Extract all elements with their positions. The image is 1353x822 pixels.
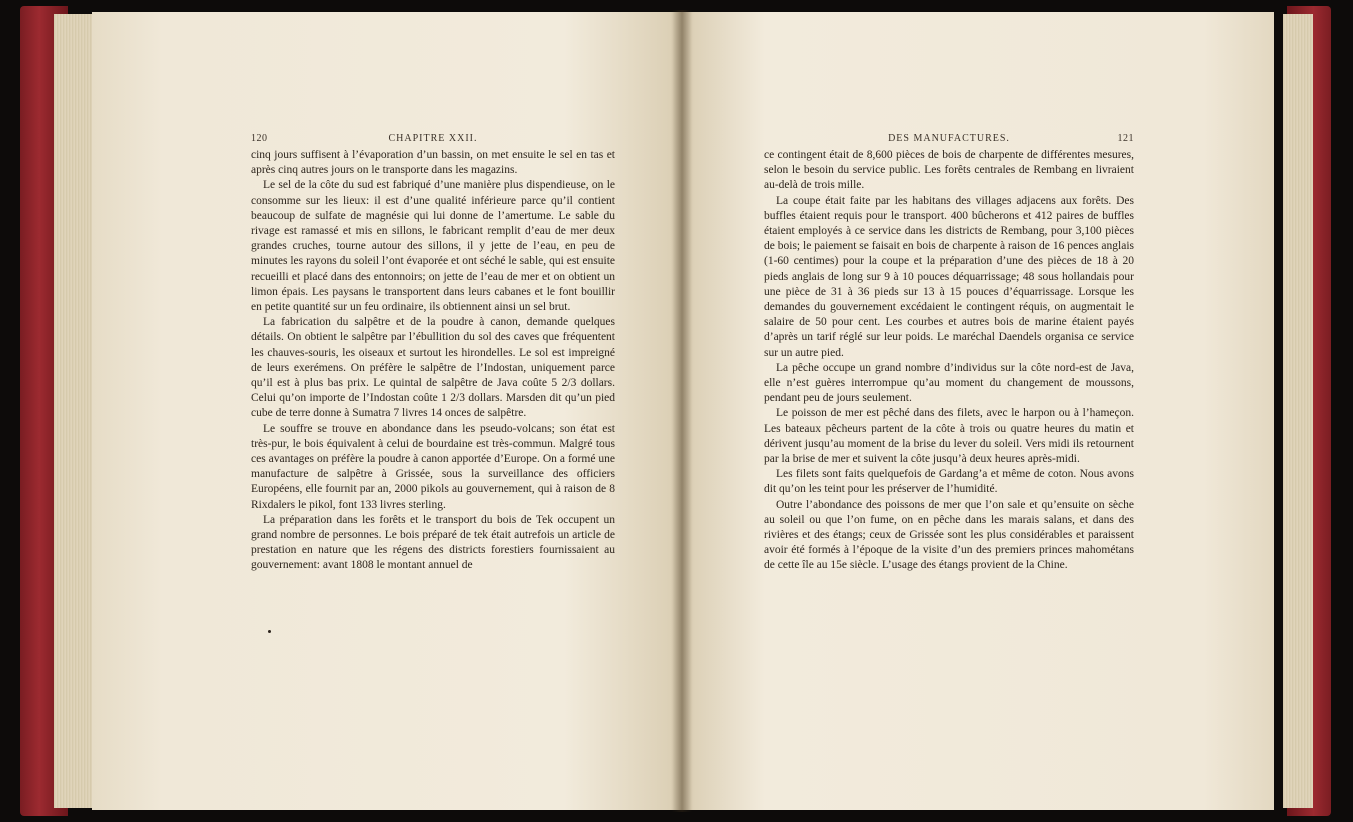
- paragraph: cinq jours suffisent à l’évaporation d’un bassin, on met ensuite le sel en tas et après cinq autres jours on le transporte dans les magazins.: [251, 149, 615, 177]
- page-edges-left: [54, 14, 96, 808]
- paragraph: La préparation dans les forêts et le transport du bois de Tek occupent un grand nombre de personnes. Le bois préparé de tek était autrefois un article de prestation en nature que les régens des districts forestiers fournissaient au gouvernement: avant 1808 le montant annuel de: [251, 513, 615, 572]
- book-gutter: [672, 10, 692, 812]
- paragraph: Le sel de la côte du sud est fabriqué d’une manière plus dispendieuse, on le consomme sur les lieux: il est d’une qualité inférieure parce qu’il contient beaucoup de sulfate de magnésie qui lui donne de l’amertume. Le sable du rivage est ramassé et mis en sillons, le fabricant remplit d’eau de mer deux grandes cruches, tourne autour des sillons, il y jette de l’eau, en peu de minutes les rayons du soleil l’ont évaporée et ont séché le sable, qui est ensuite recueilli et placé dans des entonnoirs; on jette de l’eau de mer et on obtient un limon épais. Les paysans le transportent dans leurs cabanes et le font bouillir en petite quantité sur un feu ordinaire, ils obtiennent ainsi un sel brut.: [251, 179, 615, 314]
- right-page-number: 121: [1117, 133, 1134, 144]
- left-page-number: 120: [251, 133, 268, 144]
- right-page-header: [764, 133, 1134, 147]
- paragraph: Le souffre se trouve en abondance dans les pseudo-volcans; son état est très-pur, le bois équivalent à celui de bourdaine est très-commun. Malgré tous ces avantages on préfère la poudre à canon apportée d’Europe. On a formé une manufacture de salpêtre à Grissée, sous la surveillance des officiers Européens, elle fournit par an, 2000 pikols au gouvernement, qui à raison de 8 Rixdalers le pikol, font 133 livres sterling.: [251, 422, 615, 511]
- left-page-text: [251, 148, 615, 574]
- paragraph: La coupe était faite par les habitans des villages adjacens aux forêts. Des buffles étaient requis pour le transport. 400 bûcherons et 412 paires de buffles étaient employés à ce service dans les districts de Rembang, pour 3,100 pièces de bois; le paiement se faisait en bois de charpente à raison de 16 pences anglais (1-60 centimes) pour la coupe et la préparation d’une des pièces de 18 à 20 pieds anglais de long sur 9 à 10 pouces déquarrissage; 48 sous hollandais pour une pièce de 31 à 36 pieds sur 13 à 15 pouces d’équarrissage. Lorsque les demandes du gouvernement excédaient le contingent réquis, on augmentait le salaire de 50 pour cent. Les courbes et autres bois de marine étaient payés d’après un tarif réglé sur leur poids. Le maréchal Daendels organisa ce service sur un autre pied.: [764, 194, 1134, 359]
- right-running-title: DES MANUFACTURES.: [888, 133, 1010, 144]
- paragraph: Outre l’abondance des poissons de mer que l’on sale et qu’ensuite on sèche au soleil ou que l’on fume, on en pêche dans les marais salans, et dans des rivières et des étangs; ceux de Grissée sont les plus considérables et paraissent avoir été formés à l’époque de la visite d’un des premiers princes mahométans de cette île au 15e siècle. L’usage des étangs provient de la Chine.: [764, 498, 1134, 572]
- left-running-title: CHAPITRE XXII.: [388, 133, 478, 144]
- paragraph: Le poisson de mer est pêché dans des filets, avec le harpon ou à l’hameçon. Les bateaux pêcheurs partent de la côte à trois ou quatre heures du matin et dérivent jusqu’au moment de la brise du lever du soleil. Vers midi ils retournent par la brise de mer et suivent la côte jusqu’à deux heures après-midi.: [764, 407, 1134, 466]
- page-edges-right: [1283, 14, 1313, 808]
- right-page-text: [764, 148, 1134, 574]
- ink-dot: [268, 630, 271, 633]
- paragraph: Les filets sont faits quelquefois de Gardang’a et même de coton. Nous avons dit qu’on les teint pour les préserver de l’humidité.: [764, 468, 1134, 496]
- left-page-header: [251, 133, 615, 147]
- paragraph: La fabrication du salpêtre et de la poudre à canon, demande quelques détails. On obtient le salpêtre par l’ébullition du sol des caves que fréquentent les chauves-souris, les oiseaux et surtout les hirondelles. Le sol est impreigné de leurs exerémens. On préfère le salpêtre de l’Indostan, uniquement parce qu’il est à plus bas prix. Le quintal de salpêtre de Java coûte 5 2/3 dollars. Celui qu’on importe de l’Indostan coûte 1 2/3 dollars. Marsden dit qu’un pied cube de terre donne à Sumatra 7 livres 14 onces de salpêtre.: [251, 316, 615, 420]
- paragraph: La pêche occupe un grand nombre d’individus sur la côte nord-est de Java, elle n’est guères interrompue qu’au moment du changement de moussons, pendant peu de jours seulement.: [764, 361, 1134, 405]
- paragraph: ce contingent était de 8,600 pièces de bois de charpente de différentes mesures, selon le besoin du service public. Les forêts centrales de Rembang en livraient au-delà de trois mille.: [764, 149, 1134, 192]
